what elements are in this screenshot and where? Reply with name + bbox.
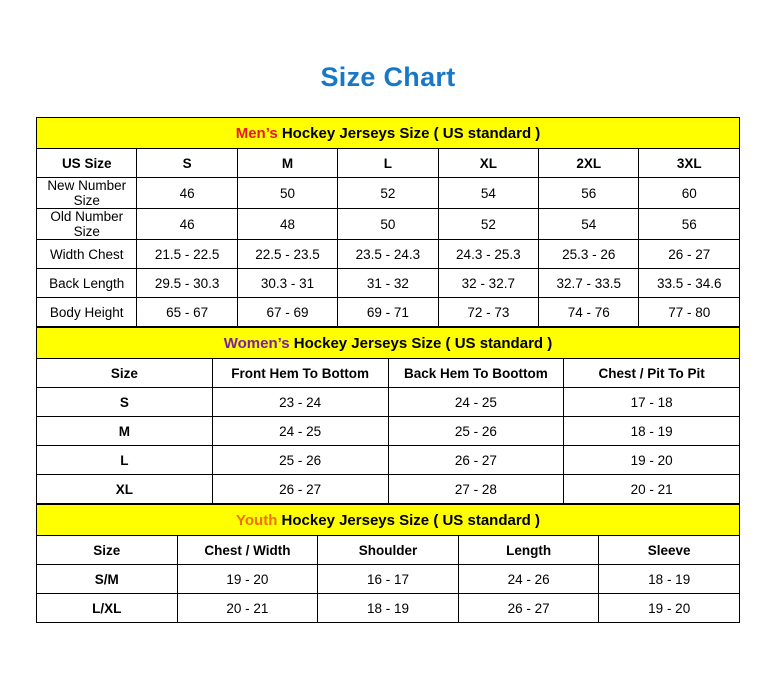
womens-col-3: Chest / Pit To Pit <box>564 359 740 388</box>
table-row <box>37 178 740 209</box>
womens-column-header-row <box>37 359 740 388</box>
womens-col-1: Front Hem To Bottom <box>212 359 388 388</box>
mens-row-0-label: New Number Size <box>37 178 137 209</box>
youth-row-1-label: L/XL <box>37 594 178 623</box>
size-chart-tables <box>36 117 740 623</box>
table-row <box>37 209 740 240</box>
womens-col-2: Back Hem To Boottom <box>388 359 564 388</box>
mens-row-1-label: Old Number Size <box>37 209 137 240</box>
womens-row-3-val-1: 27 - 28 <box>388 475 564 504</box>
mens-row-4-val-0: 65 - 67 <box>137 298 237 327</box>
mens-row-2-val-5: 26 - 27 <box>639 240 740 269</box>
womens-row-3-label: XL <box>37 475 213 504</box>
womens-row-2-val-1: 26 - 27 <box>388 446 564 475</box>
womens-row-3-val-2: 20 - 21 <box>564 475 740 504</box>
mens-column-header-row <box>37 149 740 178</box>
mens-row-0-val-3: 54 <box>438 178 538 209</box>
youth-row-0-val-1: 16 - 17 <box>318 565 459 594</box>
youth-row-1-val-2: 26 - 27 <box>458 594 599 623</box>
youth-col-0: Size <box>37 536 178 565</box>
mens-section-header-row <box>37 118 740 149</box>
mens-row-3-label: Back Length <box>37 269 137 298</box>
mens-row-1-val-1: 48 <box>237 209 337 240</box>
mens-row-4-val-5: 77 - 80 <box>639 298 740 327</box>
table-row <box>37 594 740 623</box>
table-row <box>37 446 740 475</box>
mens-col-6: 3XL <box>639 149 740 178</box>
youth-section-header-row <box>37 505 740 536</box>
womens-row-2-val-0: 25 - 26 <box>212 446 388 475</box>
mens-col-1: S <box>137 149 237 178</box>
womens-row-0-val-0: 23 - 24 <box>212 388 388 417</box>
mens-row-1-val-0: 46 <box>137 209 237 240</box>
mens-row-1-val-3: 52 <box>438 209 538 240</box>
womens-row-1-val-2: 18 - 19 <box>564 417 740 446</box>
mens-row-1-val-2: 50 <box>338 209 438 240</box>
youth-row-0-val-2: 24 - 26 <box>458 565 599 594</box>
table-row <box>37 298 740 327</box>
youth-column-header-row <box>37 536 740 565</box>
youth-col-2: Shoulder <box>318 536 459 565</box>
mens-row-2-val-0: 21.5 - 22.5 <box>137 240 237 269</box>
mens-row-1-val-5: 56 <box>639 209 740 240</box>
mens-row-0-val-0: 46 <box>137 178 237 209</box>
womens-row-1-label: M <box>37 417 213 446</box>
womens-section-header-row <box>37 328 740 359</box>
mens-row-4-val-4: 74 - 76 <box>539 298 639 327</box>
youth-row-1-val-3: 19 - 20 <box>599 594 740 623</box>
womens-row-0-val-1: 24 - 25 <box>388 388 564 417</box>
mens-col-2: M <box>237 149 337 178</box>
table-row <box>37 388 740 417</box>
youth-col-4: Sleeve <box>599 536 740 565</box>
table-row <box>37 475 740 504</box>
mens-row-2-val-1: 22.5 - 23.5 <box>237 240 337 269</box>
youth-col-3: Length <box>458 536 599 565</box>
mens-row-4-val-2: 69 - 71 <box>338 298 438 327</box>
mens-col-3: L <box>338 149 438 178</box>
womens-row-0-val-2: 17 - 18 <box>564 388 740 417</box>
youth-section-header <box>37 505 740 536</box>
youth-heading-rest: Hockey Jerseys Size ( US standard ) <box>277 511 540 529</box>
womens-heading-accent: Women’s <box>223 334 290 352</box>
mens-section-header <box>37 118 740 149</box>
mens-row-2-val-4: 25.3 - 26 <box>539 240 639 269</box>
youth-row-1-val-1: 18 - 19 <box>318 594 459 623</box>
mens-col-0: US Size <box>37 149 137 178</box>
mens-row-3-val-0: 29.5 - 30.3 <box>137 269 237 298</box>
womens-row-0-label: S <box>37 388 213 417</box>
youth-size-table <box>36 504 740 623</box>
youth-row-0-val-0: 19 - 20 <box>177 565 318 594</box>
mens-col-5: 2XL <box>539 149 639 178</box>
mens-row-1-val-4: 54 <box>539 209 639 240</box>
womens-row-3-val-0: 26 - 27 <box>212 475 388 504</box>
mens-row-3-val-1: 30.3 - 31 <box>237 269 337 298</box>
mens-row-4-val-1: 67 - 69 <box>237 298 337 327</box>
youth-heading-accent: Youth <box>236 511 278 529</box>
mens-col-4: XL <box>438 149 538 178</box>
womens-heading-rest: Hockey Jerseys Size ( US standard ) <box>289 334 553 352</box>
table-row <box>37 417 740 446</box>
mens-heading-rest: Hockey Jerseys Size ( US standard ) <box>277 124 541 142</box>
mens-row-2-label: Width Chest <box>37 240 137 269</box>
youth-col-1: Chest / Width <box>177 536 318 565</box>
womens-row-2-label: L <box>37 446 213 475</box>
mens-row-2-val-2: 23.5 - 24.3 <box>338 240 438 269</box>
mens-row-0-val-2: 52 <box>338 178 438 209</box>
youth-row-0-val-3: 18 - 19 <box>599 565 740 594</box>
table-row <box>37 269 740 298</box>
mens-row-3-val-5: 33.5 - 34.6 <box>639 269 740 298</box>
mens-row-3-val-2: 31 - 32 <box>338 269 438 298</box>
mens-row-2-val-3: 24.3 - 25.3 <box>438 240 538 269</box>
mens-row-3-val-3: 32 - 32.7 <box>438 269 538 298</box>
womens-row-1-val-0: 24 - 25 <box>212 417 388 446</box>
table-row <box>37 565 740 594</box>
page-title: Size Chart <box>320 62 456 92</box>
womens-row-1-val-1: 25 - 26 <box>388 417 564 446</box>
youth-row-0-label: S/M <box>37 565 178 594</box>
mens-row-0-val-4: 56 <box>539 178 639 209</box>
womens-section-header <box>37 328 740 359</box>
womens-size-table <box>36 327 740 504</box>
mens-row-0-val-5: 60 <box>639 178 740 209</box>
womens-col-0: Size <box>37 359 213 388</box>
mens-row-4-val-3: 72 - 73 <box>438 298 538 327</box>
mens-size-table <box>36 117 740 327</box>
mens-row-3-val-4: 32.7 - 33.5 <box>539 269 639 298</box>
mens-row-4-label: Body Height <box>37 298 137 327</box>
youth-row-1-val-0: 20 - 21 <box>177 594 318 623</box>
womens-row-2-val-2: 19 - 20 <box>564 446 740 475</box>
table-row <box>37 240 740 269</box>
mens-heading-accent: Men’s <box>235 124 278 142</box>
mens-row-0-val-1: 50 <box>237 178 337 209</box>
